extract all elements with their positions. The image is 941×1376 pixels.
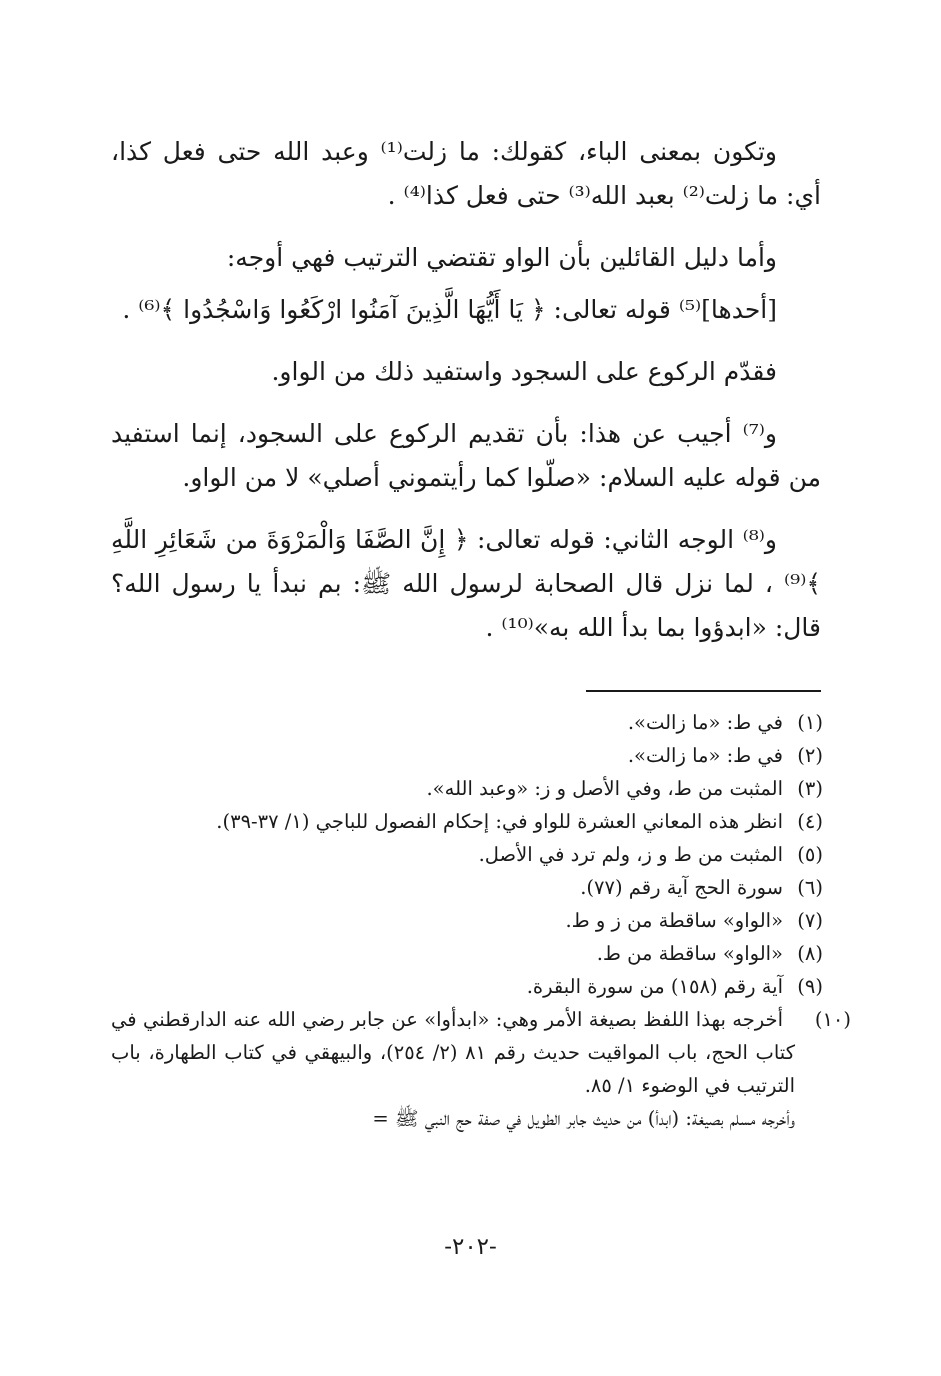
- footnote-text: سورة الحج آية رقم (٧٧).: [580, 876, 783, 899]
- footnote-2: [111, 739, 823, 772]
- paragraph-4: فقدّم الركوع على السجود واستفيد ذلك من الواو.: [271, 357, 777, 386]
- footnotes: [111, 706, 851, 1135]
- footnote-text: في ط: «ما زالت».: [627, 744, 783, 767]
- paragraph-2: وأما دليل القائلين بأن الواو تقتضي الترتيب فهي أوجه:: [226, 243, 777, 272]
- footnote-number: (٩): [797, 975, 823, 998]
- footnote-continuation: وأخرجه مسلم بصيغة: (ابدأ) من حديث جابر الطويل في صفة حج النبي ﷺ =: [372, 1107, 795, 1130]
- footnote-number: (٤): [797, 810, 823, 833]
- footnote-1: [111, 706, 823, 739]
- paragraph-1: وتكون بمعنى الباء، كقولك: ما زلت⁽¹⁾ وعبد الله حتى فعل كذا، أي: ما زلت⁽²⁾ بعبد الله⁽³⁾ حتى فعل كذا⁽⁴⁾ .: [111, 137, 821, 210]
- footnote-7: [111, 904, 823, 937]
- main-text: [111, 130, 821, 668]
- footnote-number: (٥): [797, 843, 823, 866]
- footnote-number: (٦): [797, 876, 823, 899]
- footnote-number: (٣): [797, 777, 823, 800]
- footnote-10: [111, 1003, 851, 1102]
- footnote-number: (٢): [797, 744, 823, 767]
- footnote-text: المثبت من ط و ز، ولم ترد في الأصل.: [478, 843, 783, 866]
- page-number: -٢٠٢-: [444, 1234, 497, 1260]
- footnote-4: [111, 805, 823, 838]
- footnote-text: «الواو» ساقطة من ط.: [596, 942, 783, 965]
- footnote-divider: [586, 690, 821, 692]
- footnote-text: في ط: «ما زالت».: [627, 711, 783, 734]
- paragraph-5: و⁽⁷⁾ أجيب عن هذا: بأن تقديم الركوع على السجود، إنما استفيد من قوله عليه السلام: «صلّوا كما رأيتموني أصلي» لا من الواو.: [111, 419, 821, 492]
- footnote-number: (٨): [797, 942, 823, 965]
- footnote-number: (٧): [797, 909, 823, 932]
- footnote-number: (١٠): [814, 1008, 851, 1031]
- footnote-text: المثبت من ط، وفي الأصل و ز: «وعبد الله».: [426, 777, 783, 800]
- footnote-5: [111, 838, 823, 871]
- footnote-text: «الواو» ساقطة من ز و ط.: [565, 909, 783, 932]
- footnote-3: [111, 772, 823, 805]
- footnote-9: [111, 970, 823, 1003]
- paragraph-3: [أحدها]⁽⁵⁾ قوله تعالى: ﴿ يَا أَيُّهَا الَّذِينَ آمَنُوا ارْكَعُوا وَاسْجُدُوا ﴾⁽⁶⁾ .: [122, 295, 777, 324]
- footnote-text: انظر هذه المعاني العشرة للواو في: إحكام الفصول للباجي (١/ ٣٧-٣٩).: [216, 810, 783, 833]
- paragraph-6: و⁽⁸⁾ الوجه الثاني: قوله تعالى: ﴿ إِنَّ الصَّفَا وَالْمَرْوَةَ من شَعَائِرِ اللَّهِ ﴾⁽⁹⁾ ، لما نزل قال الصحابة لرسول الله ﷺ: بم نبدأ يا رسول الله؟ قال: «ابدؤوا بما بدأ الله به»⁽¹⁰⁾ .: [111, 525, 821, 642]
- footnote-8: [111, 937, 823, 970]
- footnote-text: أخرجه بهذا اللفظ بصيغة الأمر وهي: «ابدأوا» عن جابر رضي الله عنه الدارقطني في كتاب الحج، باب المواقيت حديث رقم ٨١ (٢/ ٢٥٤)، والبيهقي في كتاب الطهارة، باب الترتيب في الوضوء ١/ ٨٥.: [111, 1008, 795, 1097]
- footnote-6: [111, 871, 823, 904]
- footnote-number: (١): [797, 711, 823, 734]
- footnote-text: آية رقم (١٥٨) من سورة البقرة.: [526, 975, 783, 998]
